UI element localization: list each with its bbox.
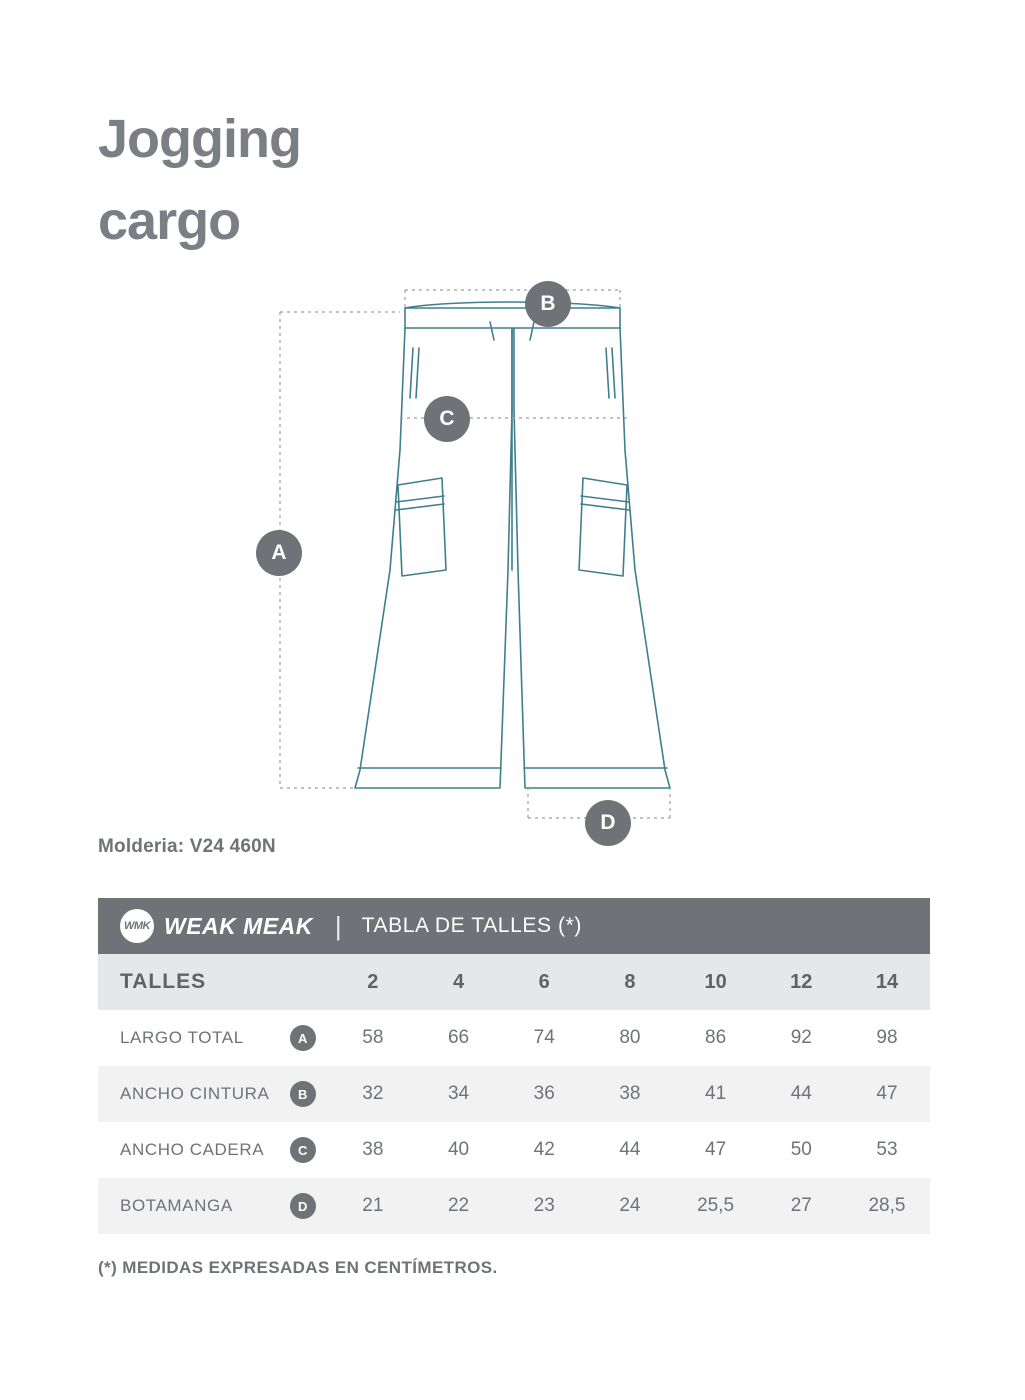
size-col-3: 6	[538, 970, 550, 993]
size-col-7: 14	[875, 970, 899, 993]
table-row-sizes	[98, 954, 930, 1010]
measure-value: 23	[533, 1195, 555, 1216]
garment-technical-drawing	[250, 270, 710, 840]
measure-value: 24	[619, 1195, 641, 1216]
measure-value: 42	[533, 1139, 555, 1160]
size-col-1: 2	[367, 970, 379, 993]
measure-label-cell	[98, 1025, 330, 1051]
measure-value: 28,5	[868, 1195, 906, 1216]
size-col-6: 12	[790, 970, 813, 993]
measure-value: 36	[533, 1083, 555, 1104]
measure-label: LARGO TOTAL	[120, 1028, 244, 1047]
measure-badge-icon-d: D	[290, 1193, 316, 1219]
measure-label-cell	[98, 1137, 330, 1163]
measure-badge-icon-a: A	[290, 1025, 316, 1051]
measure-value: 32	[362, 1083, 384, 1104]
measure-value: 53	[876, 1139, 898, 1160]
measure-badge-c: C	[424, 396, 470, 442]
table-row	[98, 1122, 930, 1178]
measure-badge-icon-b: B	[290, 1081, 316, 1107]
brand-logo	[120, 909, 313, 943]
measure-value: 21	[362, 1195, 384, 1216]
header-separator: |	[334, 910, 342, 941]
page-title-line2: cargo	[98, 191, 241, 252]
measure-badge-a: A	[256, 530, 302, 576]
measure-value: 66	[447, 1027, 470, 1048]
measure-value: 44	[790, 1083, 812, 1104]
measure-badge-b: B	[525, 281, 571, 327]
measure-value: 41	[705, 1083, 727, 1104]
measure-value: 74	[533, 1027, 555, 1048]
measure-value: 98	[876, 1027, 898, 1048]
table-row	[98, 1010, 930, 1066]
measure-value: 38	[619, 1083, 641, 1104]
size-table	[98, 898, 930, 1234]
measure-label: ANCHO CADERA	[120, 1140, 265, 1159]
table-row	[98, 1066, 930, 1122]
measure-value: 92	[790, 1027, 812, 1048]
measure-value: 38	[362, 1139, 384, 1160]
measure-value: 86	[705, 1027, 727, 1048]
measure-value: 40	[447, 1139, 470, 1160]
measure-value: 44	[619, 1139, 641, 1160]
footnote: (*) MEDIDAS EXPRESADAS EN CENTÍMETROS.	[98, 1258, 498, 1277]
measure-label-cell	[98, 1193, 330, 1219]
page-title	[98, 98, 698, 262]
table-header-bar	[98, 898, 930, 954]
measure-value: 80	[619, 1027, 641, 1048]
size-col-2: 4	[452, 970, 465, 993]
measure-label: BOTAMANGA	[120, 1196, 233, 1215]
sizes-label-cell	[98, 970, 330, 994]
measure-badge-d: D	[585, 800, 631, 846]
size-col-4: 8	[624, 970, 636, 993]
measure-label-cell	[98, 1081, 330, 1107]
table-row	[98, 1178, 930, 1234]
measure-value: 58	[362, 1027, 384, 1048]
pattern-code: Molderia: V24 460N	[98, 836, 276, 857]
size-col-5: 10	[704, 970, 727, 993]
measure-value: 47	[705, 1139, 727, 1160]
measure-value: 27	[790, 1195, 812, 1216]
measure-badge-icon-c: C	[290, 1137, 316, 1163]
table-title: TABLA DE TALLES (*)	[361, 914, 582, 937]
sizes-label: TALLES	[120, 970, 207, 993]
measure-value: 22	[447, 1195, 470, 1216]
measure-value: 34	[447, 1083, 470, 1104]
measure-label: ANCHO CINTURA	[120, 1084, 270, 1103]
page-title-line1: Jogging	[98, 109, 301, 169]
brand-name: WEAK MEAK	[164, 912, 313, 939]
brand-mark-icon: WMK	[120, 909, 154, 943]
measure-value: 47	[876, 1083, 898, 1104]
measure-value: 25,5	[697, 1195, 735, 1216]
measure-value: 50	[790, 1139, 812, 1160]
